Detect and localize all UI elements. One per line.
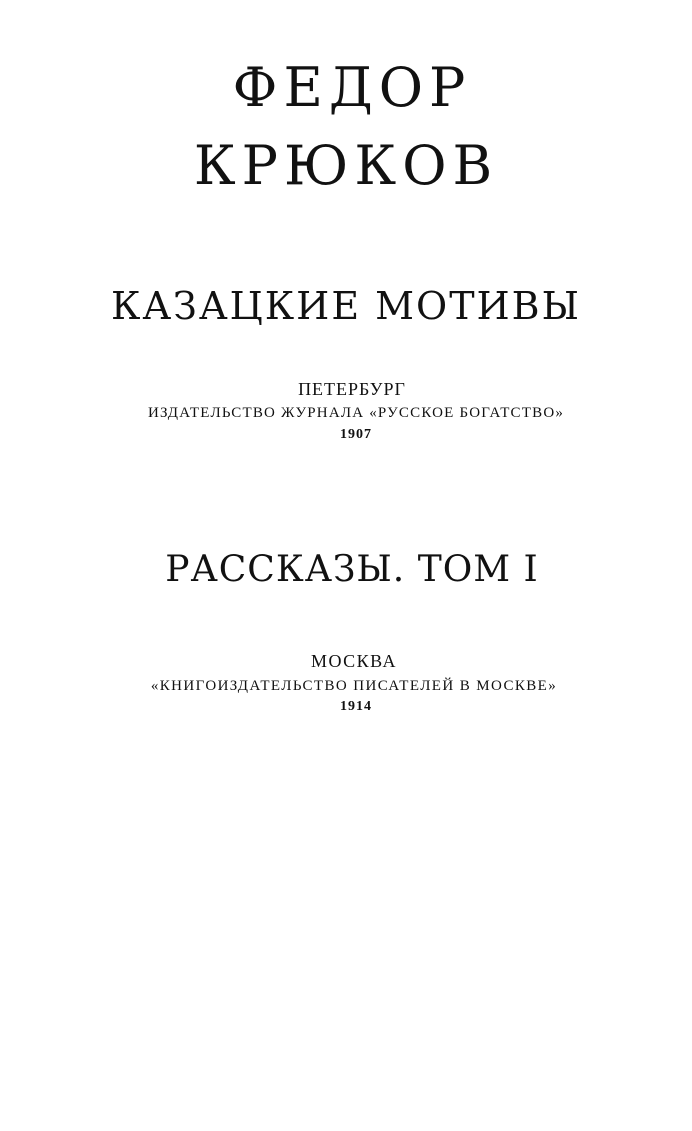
first-edition-city: ПЕТЕРБУРГ [298, 379, 406, 399]
book-title: КАЗАЦКИЕ МОТИВЫ [110, 284, 581, 328]
volume-title: РАССКАЗЫ. ТОМ I [165, 549, 539, 590]
second-edition-city: МОСКВА [310, 651, 398, 671]
first-edition-year: 1907 [340, 427, 372, 442]
second-edition-year: 1914 [340, 699, 372, 714]
author-last-name: КРЮКОВ [193, 134, 499, 197]
first-edition-publisher: ИЗДАТЕЛЬСТВО ЖУРНАЛА «РУССКОЕ БОГАТСТВО» [147, 405, 565, 421]
author-first-name: ФЕДОР [232, 56, 472, 119]
second-edition-publisher: «КНИГОИЗДАТЕЛЬСТВО ПИСАТЕЛЕЙ В МОСКВЕ» [150, 678, 558, 694]
